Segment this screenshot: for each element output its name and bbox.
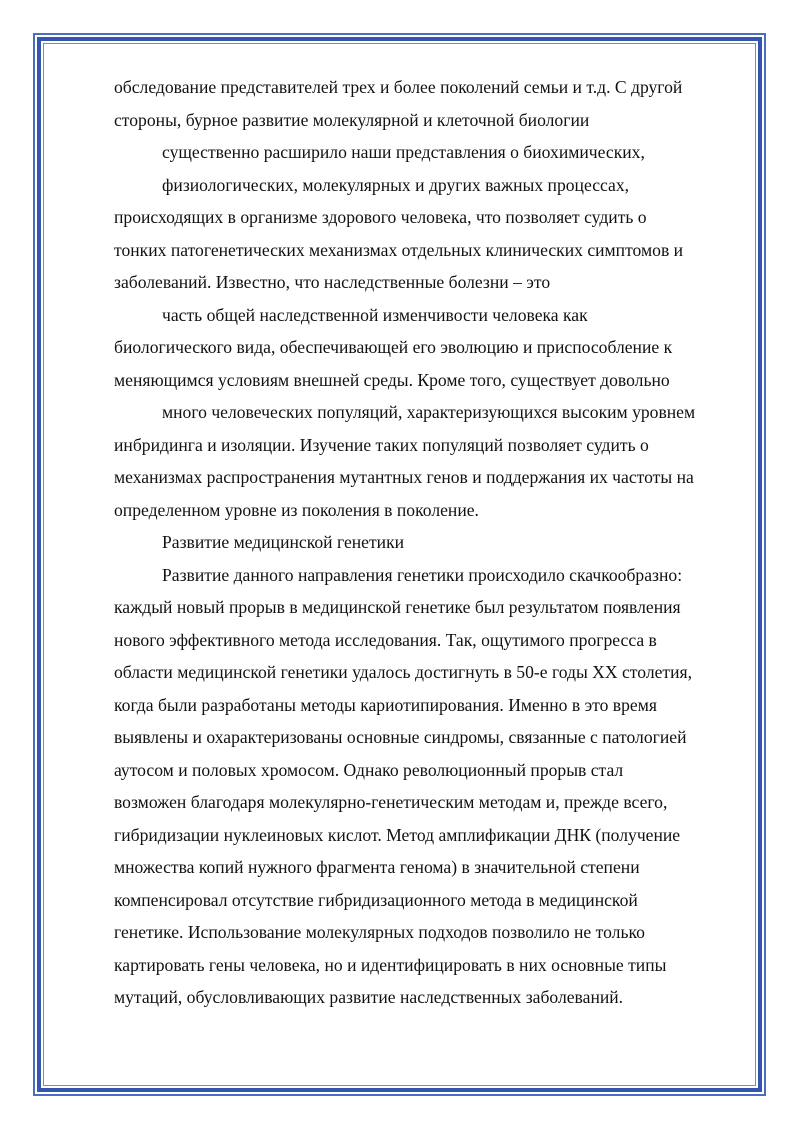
text-line: тонких патогенетических механизмах отдельных клинических симптомов и [114, 239, 684, 260]
text-line: нового эффективного метода исследования. Так, ощутимого прогресса в [114, 629, 657, 650]
text-line: возможен благодаря молекулярно-генетическим методам и, прежде всего, [114, 792, 668, 812]
section-heading: Развитие медицинской генетики [162, 532, 405, 552]
text-line: когда были разработаны методы кариотипирования. Именно в это время [114, 694, 657, 715]
text-line: картировать гены человека, но и идентифицировать в них основные типы [114, 954, 667, 975]
text-line: заболеваний. Известно, что наследственные болезни – это [114, 272, 551, 292]
text-line: много человеческих популяций, характеризующихся высоким уровнем [162, 402, 696, 422]
text-line: часть общей наследственной изменчивости человека как [162, 304, 588, 325]
text-line: биологического вида, обеспечивающей его эволюцию и приспособление к [114, 337, 673, 357]
text-line: существенно расширило наши представления о биохимических, [162, 142, 645, 162]
text-line: определенном уровне из поколения в поколение. [114, 499, 479, 520]
text-line: стороны, бурное развитие молекулярной и клеточной биологии [114, 109, 590, 130]
text-line: каждый новый прорыв в медицинской генетике был результатом появления [114, 597, 681, 617]
text-line: выявлены и охарактеризованы основные синдромы, связанные с патологией [114, 727, 687, 747]
text-line: механизмах распространения мутантных генов и поддержания их частоты на [114, 467, 694, 487]
document-body [114, 71, 744, 1014]
text-line: обследование представителей трех и более поколений семьи и т.д. С другой [114, 77, 683, 97]
text-line: области медицинской генетики удалось достигнуть в 50-е годы XX столетия, [114, 662, 693, 682]
text-line: физиологических, молекулярных и других важных процессах, [162, 174, 630, 195]
text-line: меняющимся условиям внешней среды. Кроме того, существует довольно [114, 369, 670, 390]
text-line: гибридизации нуклеиновых кислот. Метод амплификации ДНК (получение [114, 824, 681, 845]
text-line: генетике. Использование молекулярных подходов позволило не только [114, 922, 645, 942]
text-line: компенсировал отсутствие гибридизационного метода в медицинской [114, 889, 638, 910]
text-line: происходящих в организме здорового человека, что позволяет судить о [114, 207, 647, 227]
text-line: аутосом и половых хромосом. Однако революционный прорыв стал [114, 759, 624, 780]
text-line: множества копий нужного фрагмента генома) в значительной степени [114, 857, 640, 877]
text-line: мутаций, обусловливающих развитие наследственных заболеваний. [114, 987, 624, 1007]
text-line: инбридинга и изоляции. Изучение таких популяций позволяет судить о [114, 434, 649, 455]
text-line: Развитие данного направления генетики происходило скачкообразно: [162, 564, 683, 585]
